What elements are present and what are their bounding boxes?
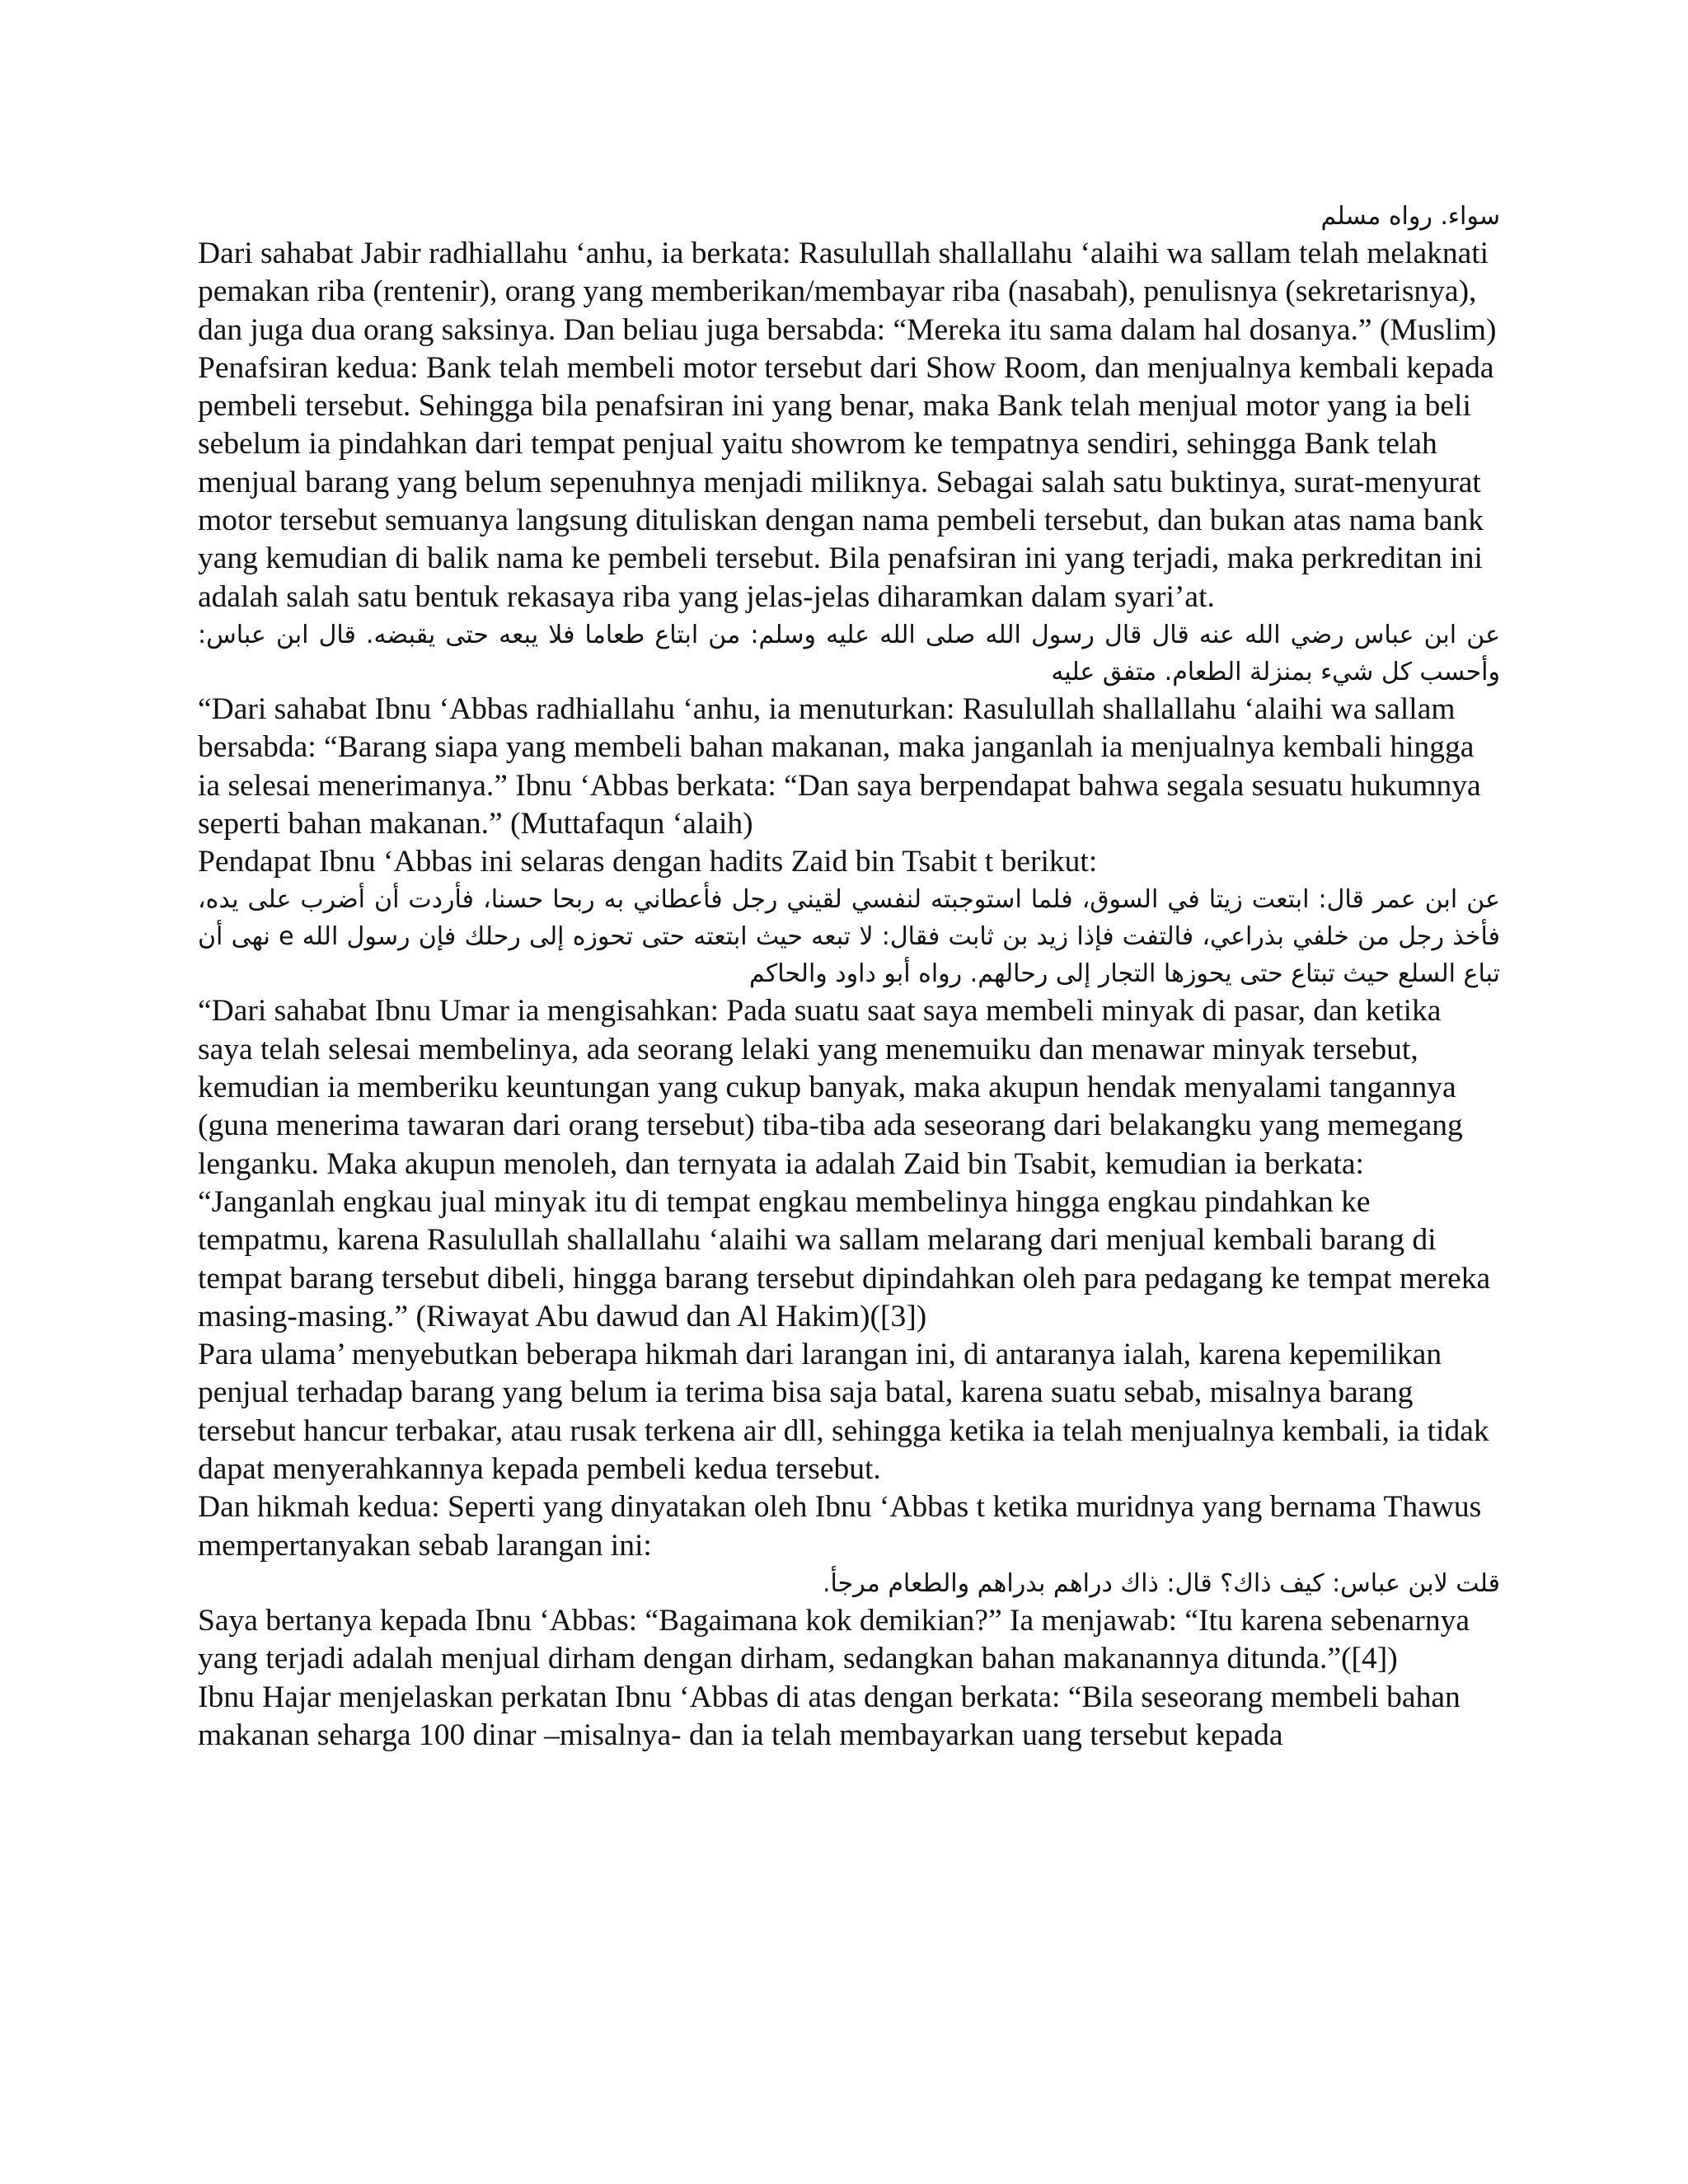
arabic-thawus-question: قلت لابن عباس: كيف ذاك؟ قال: ذاك دراهم بدراهم والطعام مرجأ. [822,1568,1500,1598]
paragraph-ibn-hajar-explanation: Ibnu Hajar menjelaskan perkatan Ibnu ‘Abbas di atas dengan berkata: “Bila seseorang membeli bahan makanan seharga 100 dinar –misalnya- dan ia telah membayarkan uang tersebut kepada [198,1680,1461,1752]
paragraph-thawus-translation: Saya bertanya kepada Ibnu ‘Abbas: “Bagaimana kok demikian?” Ia menjawab: “Itu karena sebenarnya yang terjadi adalah menjual dirham dengan dirham, sedangkan bahan makanannya ditunda.”([4]) [198,1603,1470,1676]
paragraph-jabir-hadith: Dari sahabat Jabir radhiallahu ‘anhu, ia berkata: Rasulullah shallallahu ‘alaihi wa sallam telah melaknati pemakan riba (rentenir), orang yang memberikan/membayar riba (nasabah), penulisnya (sekretarisnya), dan juga dua orang saksinya. Dan beliau juga bersabda: “Mereka itu sama dalam hal dosanya.” (Muslim) [198,237,1497,347]
paragraph-second-interpretation: Penafsiran kedua: Bank telah membeli motor tersebut dari Show Room, dan menjualnya kembali kepada pembeli tersebut. Sehingga bila penafsiran ini yang benar, maka Bank telah menjual motor yang ia beli sebelum ia pindahkan dari tempat penjual yaitu showrom ke tempatnya sendiri, sehingga Bank telah menjual barang yang belum sepenuhnya menjadi miliknya. Sebagai salah satu buktinya, surat-menyurat motor tersebut semuanya langsung dituliskan dengan nama pembeli tersebut, dan bukan atas nama bank yang kemudian di balik nama ke pembeli tersebut. Bila penafsiran ini yang terjadi, maka perkreditan ini adalah salah satu bentuk rekasaya riba yang jelas-jelas diharamkan dalam syari’at. [198,350,1494,614]
arabic-hadith-ibn-abbas: عن ابن عباس رضي الله عنه قال قال رسول الله صلى الله عليه وسلم: من ابتاع طعاما فلا يبعه حتى يقبضه. قال ابن عباس: وأحسب كل شيء بمنزلة الطعام. متفق عليه [198,620,1500,687]
document-page [198,198,1500,1755]
paragraph-ibn-abbas-translation: “Dari sahabat Ibnu ‘Abbas radhiallahu ‘anhu, ia menuturkan: Rasulullah shallallahu ‘alaihi wa sallam bersabda: “Barang siapa yang membeli bahan makanan, maka janganlah ia menjualnya kembali hingga ia selesai menerimanya.” Ibnu ‘Abbas berkata: “Dan saya berpendapat bahwa segala sesuatu hukumnya seperti bahan makanan.” (Muttafaqun ‘alaih) [198,691,1481,841]
arabic-line-hadith-ending: سواء. رواه مسلم [1320,202,1500,231]
paragraph-zaid-intro: Pendapat Ibnu ‘Abbas ini selaras dengan hadits Zaid bin Tsabit t berikut: [198,845,1098,879]
arabic-hadith-zaid-bin-tsabit: عن ابن عمر قال: ابتعت زيتا في السوق، فلما استوجبته لنفسي لقيني رجل فأعطاني به ربحا حسنا، فأردت أن أضرب على يده، فأخذ رجل من خلفي بذراعي، فالتفت فإذا زيد بن ثابت فقال: لا تبعه حيث ابتعته حتى تحوزه إلى رحلك فإن رسول الله e نهى أن تباع السلع حيث تبتاع حتى يحوزها التجار إلى رحالهم. رواه أبو داود والحاكم [198,885,1500,989]
paragraph-wisdom-second: Dan hikmah kedua: Seperti yang dinyatakan oleh Ibnu ‘Abbas t ketika muridnya yang bernama Thawus mempertanyakan sebab larangan ini: [198,1490,1482,1563]
paragraph-ibn-umar-story: “Dari sahabat Ibnu Umar ia mengisahkan: Pada suatu saat saya membeli minyak di pasar, dan ketika saya telah selesai membelinya, ada seorang lelaki yang menemuiku dan menawar minyak tersebut, kemudian ia memberiku keuntungan yang cukup banyak, maka akupun hendak menyalami tangannya (guna menerima tawaran dari orang tersebut) tiba-tiba ada seseorang dari belakangku yang memegang lenganku. Maka akupun menoleh, dan ternyata ia adalah Zaid bin Tsabit, kemudian ia berkata: “Janganlah engkau jual minyak itu di tempat engkau membelinya hingga engkau pindahkan ke tempatmu, karena Rasulullah shallallahu ‘alaihi wa sallam melarang dari menjual kembali barang di tempat barang tersebut dibeli, hingga barang tersebut dipindahkan oleh para pedagang ke tempat mereka masing-masing.” (Riwayat Abu dawud dan Al Hakim)([3]) [198,994,1491,1333]
paragraph-wisdom-first: Para ulama’ menyebutkan beberapa hikmah dari larangan ini, di antaranya ialah, karena kepemilikan penjual terhadap barang yang belum ia terima bisa saja batal, karena suatu sebab, misalnya barang tersebut hancur terbakar, atau rusak terkena air dll, sehingga ketika ia telah menjualnya kembali, ia tidak dapat menyerahkannya kepada pembeli kedua tersebut. [198,1338,1489,1487]
